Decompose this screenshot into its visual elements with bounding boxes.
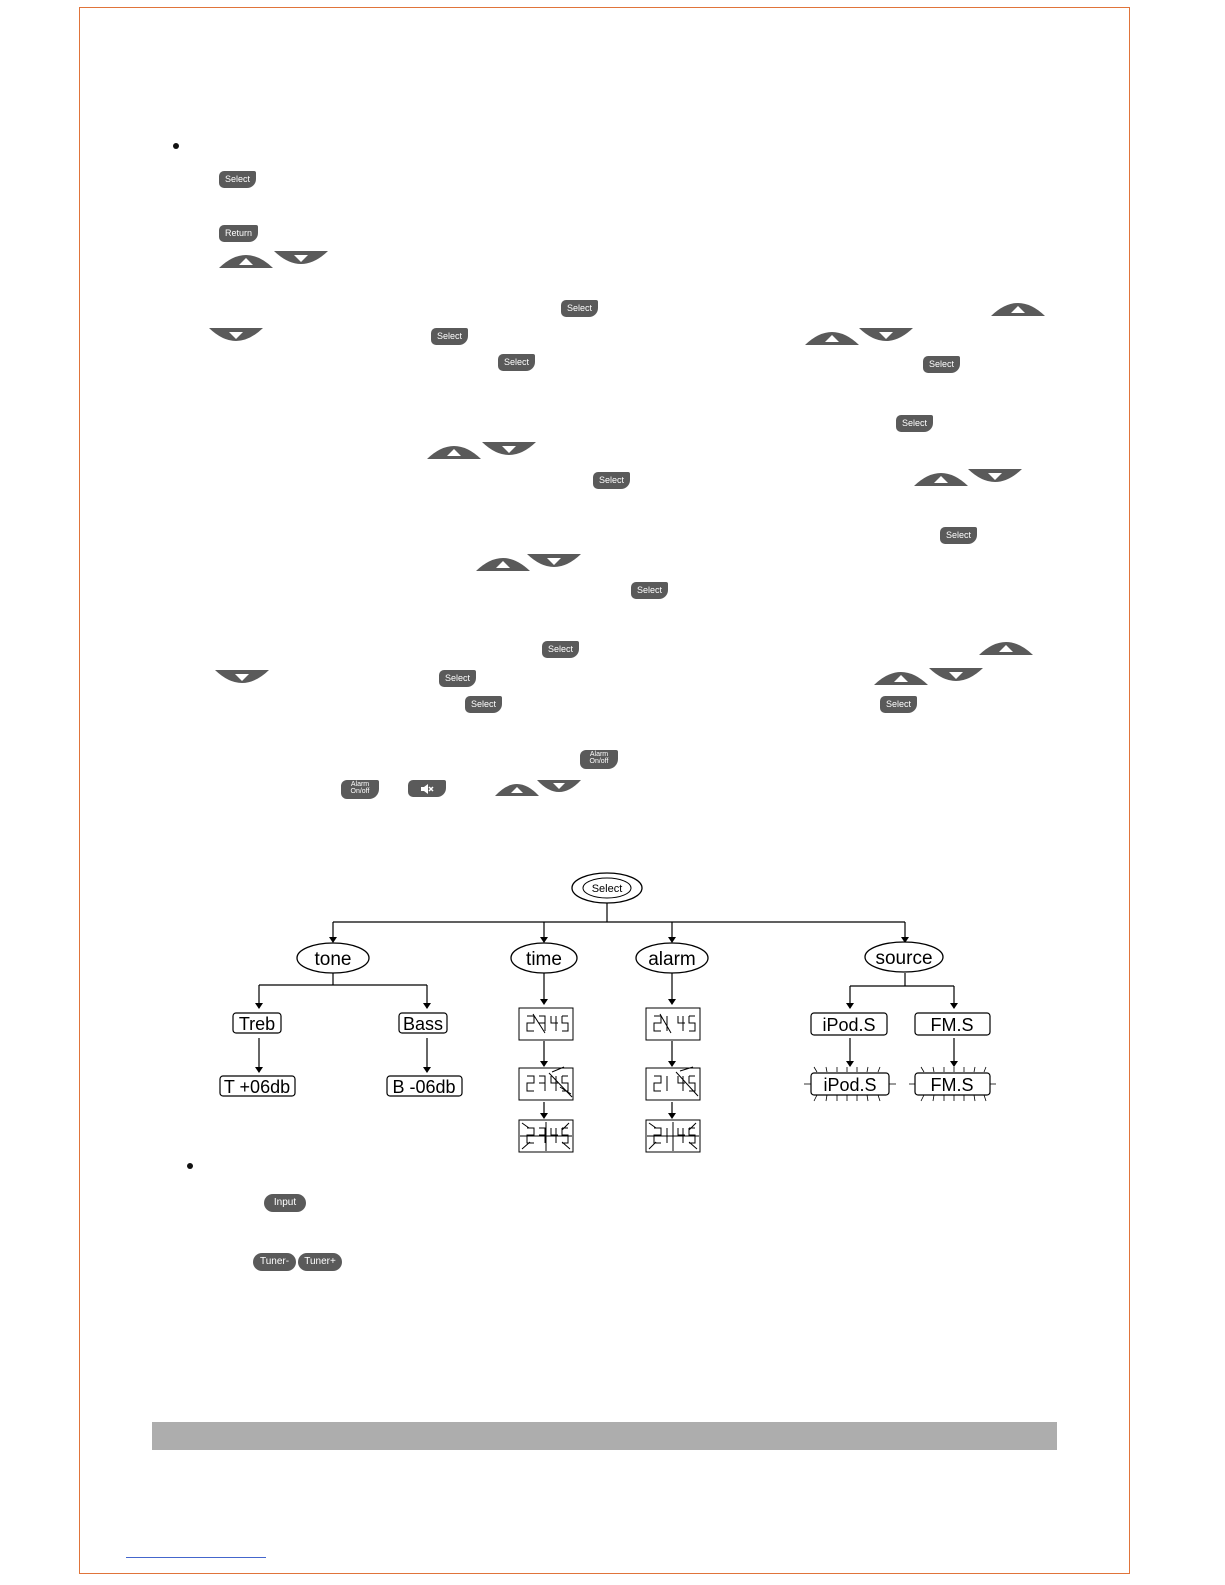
down-arrow-icon[interactable] [537,780,581,801]
select-button[interactable]: Select [219,171,256,188]
alarm-button-label-line2: On/off [589,758,609,765]
down-arrow-icon[interactable] [859,328,913,350]
diagram-node-tone [297,943,369,973]
up-arrow-icon[interactable] [805,328,859,350]
tuner-plus-button[interactable]: Tuner+ [298,1253,342,1271]
select-button[interactable]: Select [431,328,468,345]
diagram-node-alarm [636,943,708,973]
alarm-button-label-line2: On/off [350,788,370,795]
select-button[interactable]: Select [542,641,579,658]
diagram-node-label: alarm [648,949,696,970]
select-button[interactable]: Select [880,696,917,713]
menu-tree-diagram [200,865,1020,1160]
diagram-box-bass-value [387,1076,462,1097]
down-arrow-icon[interactable] [968,469,1022,491]
select-button[interactable]: Select [940,527,977,544]
down-arrow-icon[interactable] [209,328,263,350]
diagram-box-treble-value [220,1076,295,1097]
diagram-box-ipod-source [811,1013,887,1035]
alarm-button-label-line1: Alarm [350,781,370,788]
up-arrow-icon[interactable] [991,299,1045,321]
mute-button[interactable] [408,780,446,797]
diagram-box-fm-source-blink [909,1067,996,1101]
bullet-section-input [187,1163,193,1169]
select-button[interactable]: Select [593,472,630,489]
down-arrow-icon[interactable] [274,251,328,273]
down-arrow-icon[interactable] [215,670,269,692]
time-lcd-display-blink [519,1120,573,1152]
tuner-minus-button[interactable]: Tuner- [253,1253,296,1271]
diagram-box-label: iPod.S [822,1015,876,1035]
select-button[interactable]: Select [465,696,502,713]
up-arrow-icon[interactable] [979,638,1033,660]
diagram-box-treb [233,1013,281,1034]
select-button[interactable]: Select [923,356,960,373]
page-border [79,7,1130,1574]
down-arrow-icon[interactable] [482,442,536,464]
select-button[interactable]: Select [498,354,535,371]
time-lcd-display [519,1008,573,1040]
up-arrow-icon[interactable] [914,469,968,491]
diagram-root-select [572,873,642,903]
footer-link-underline [126,1557,266,1558]
input-button[interactable]: Input [264,1194,306,1212]
up-arrow-icon[interactable] [219,251,273,273]
footer-bar [152,1422,1057,1450]
return-button[interactable]: Return [219,225,258,242]
diagram-box-fm-source [915,1013,990,1035]
diagram-box-label: Bass [402,1014,444,1034]
select-button[interactable]: Select [631,582,668,599]
diagram-box-label: B -06db [392,1077,456,1097]
diagram-node-label: tone [314,949,352,970]
alarm-lcd-display [646,1008,700,1040]
diagram-box-label: FM.S [930,1015,974,1035]
select-button[interactable]: Select [561,300,598,317]
down-arrow-icon[interactable] [929,668,983,690]
diagram-box-label: FM.S [930,1075,974,1095]
diagram-box-label: T +06db [223,1077,291,1097]
diagram-box-ipod-source-blink [804,1067,896,1101]
alarm-lcd-display-blink-hour [646,1067,700,1100]
select-button[interactable]: Select [896,415,933,432]
up-arrow-icon[interactable] [495,780,539,801]
mute-icon [420,783,434,795]
diagram-root-label: Select [591,883,623,895]
alarm-button-label-line1: Alarm [589,751,609,758]
up-arrow-icon[interactable] [427,442,481,464]
diagram-node-time [511,943,577,973]
up-arrow-icon[interactable] [476,554,530,576]
diagram-box-label: Treb [238,1014,276,1034]
select-button[interactable]: Select [439,670,476,687]
diagram-node-label: time [526,949,562,970]
alarm-onoff-button[interactable] [341,780,379,799]
diagram-node-source [865,942,943,972]
bullet-section-select [173,143,179,149]
alarm-lcd-display-blink [646,1120,700,1152]
alarm-onoff-button[interactable] [580,750,618,769]
down-arrow-icon[interactable] [527,554,581,576]
time-lcd-display-blink-hour [519,1067,573,1100]
up-arrow-icon[interactable] [874,668,928,690]
diagram-node-label: source [875,948,933,969]
diagram-box-label: iPod.S [823,1075,877,1095]
diagram-box-bass [399,1013,447,1034]
